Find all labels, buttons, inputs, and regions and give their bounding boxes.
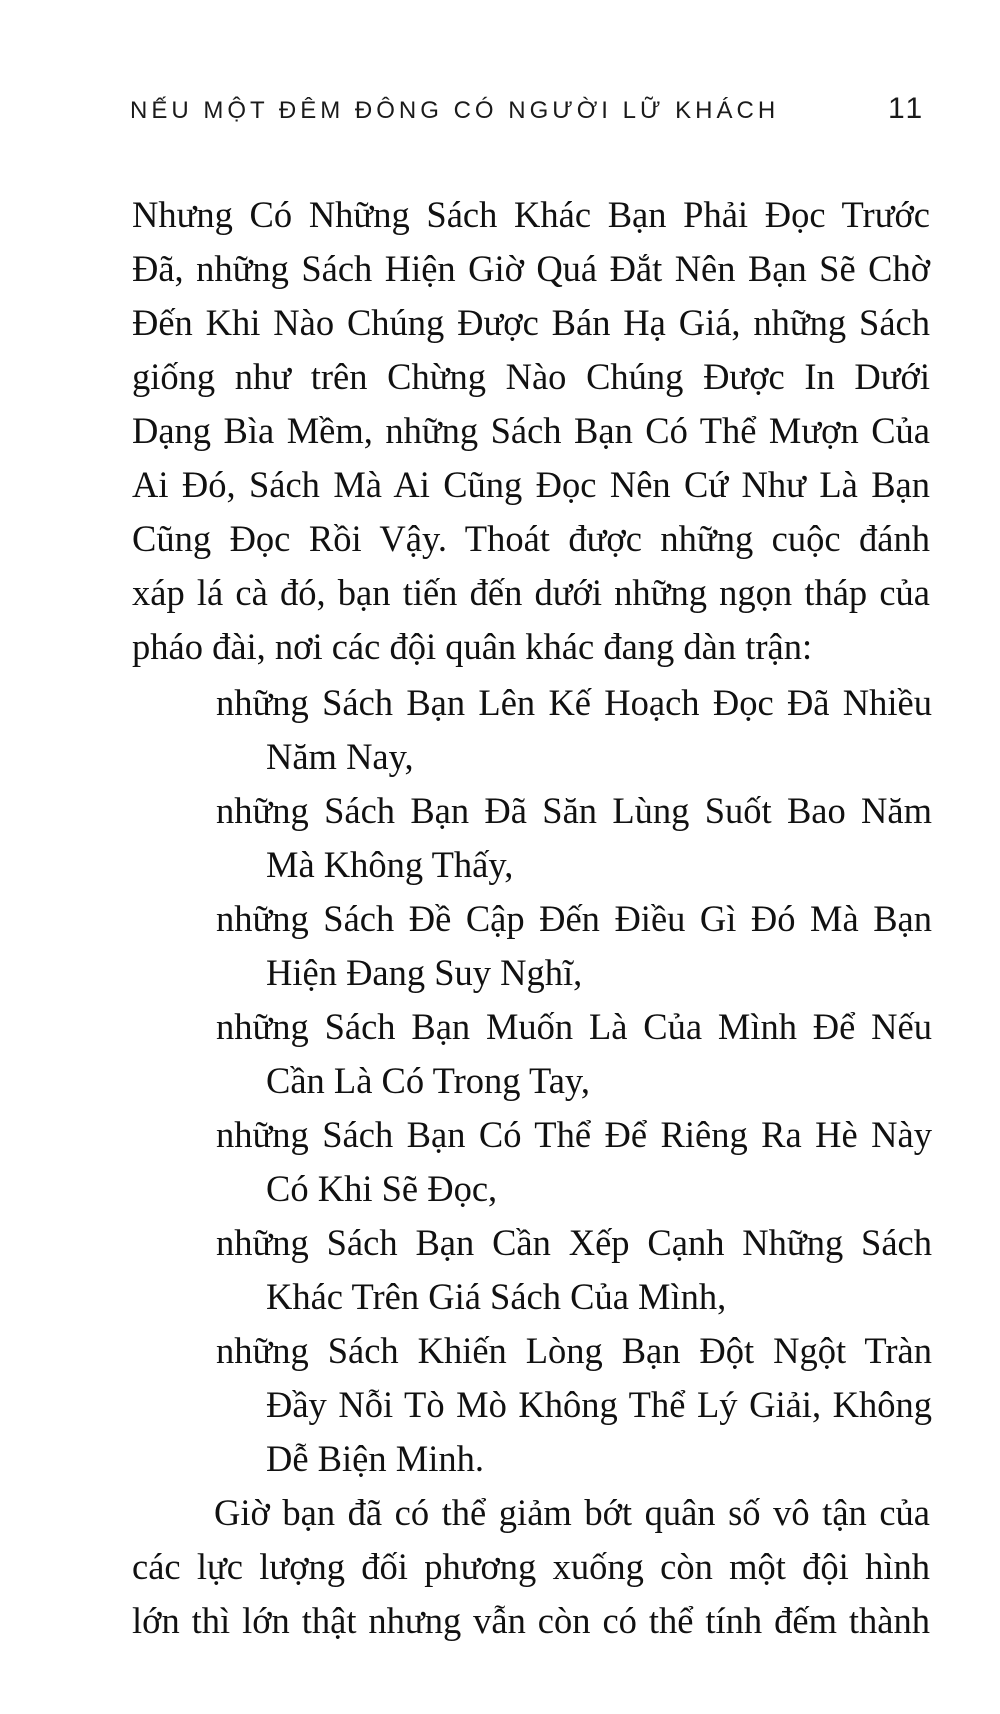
list-item: [216, 1324, 932, 1486]
text-line: giống như trên Chừng Nào Chúng Được In Dưới: [132, 356, 930, 397]
list-item-first-line: những Sách Bạn Cần Xếp Cạnh Những Sách: [216, 1222, 932, 1263]
list-item: [216, 676, 932, 784]
text-line: Nhưng Có Những Sách Khác Bạn Phải Đọc Trước: [132, 194, 930, 235]
running-head: NẾU MỘT ĐÊM ĐÔNG CÓ NGƯỜI LỮ KHÁCH: [130, 97, 780, 124]
list-item: [216, 784, 932, 892]
list-item-first-line: những Sách Khiến Lòng Bạn Đột Ngột Tràn: [216, 1330, 932, 1371]
text-line: Cũng Đọc Rồi Vậy. Thoát được những cuộc đánh: [132, 518, 930, 559]
list-item: [216, 1000, 932, 1108]
list-item-continuation: Đầy Nỗi Tò Mò Không Thể Lý Giải, Không: [266, 1384, 932, 1425]
list-item-continuation: Dễ Biện Minh.: [266, 1438, 484, 1479]
list-item-first-line: những Sách Bạn Có Thể Để Riêng Ra Hè Này: [216, 1114, 932, 1155]
paragraph-closing: [132, 1486, 930, 1648]
list-item-continuation: Có Khi Sẽ Đọc,: [266, 1168, 498, 1209]
page-number: 11: [888, 92, 926, 125]
text-line: Đã, những Sách Hiện Giờ Quá Đắt Nên Bạn Sẽ Chờ: [132, 248, 930, 289]
list-item-continuation: Hiện Đang Suy Nghĩ,: [266, 952, 583, 993]
list-item-continuation: Mà Không Thấy,: [266, 844, 514, 885]
text-line: Dạng Bìa Mềm, những Sách Bạn Có Thể Mượn Của: [132, 410, 930, 451]
list-item-first-line: những Sách Đề Cập Đến Điều Gì Đó Mà Bạn: [216, 898, 932, 939]
book-list: [216, 676, 932, 1486]
text-line: pháo đài, nơi các đội quân khác đang dàn trận:: [132, 626, 813, 667]
text-line: các lực lượng đối phương xuống còn một đội hình: [132, 1546, 930, 1587]
list-item: [216, 1216, 932, 1324]
list-item-first-line: những Sách Bạn Đã Săn Lùng Suốt Bao Năm: [216, 790, 932, 831]
text-line: Đến Khi Nào Chúng Được Bán Hạ Giá, những Sách: [132, 302, 930, 343]
list-item-first-line: những Sách Bạn Lên Kế Hoạch Đọc Đã Nhiều: [216, 682, 932, 723]
text-line: Ai Đó, Sách Mà Ai Cũng Đọc Nên Cứ Như Là Bạn: [132, 464, 930, 505]
text-line: xáp lá cà đó, bạn tiến đến dưới những ngọn tháp của: [132, 572, 930, 613]
paragraph-opening: [132, 188, 930, 674]
list-item: [216, 892, 932, 1000]
list-item-first-line: những Sách Bạn Muốn Là Của Mình Để Nếu: [216, 1006, 932, 1047]
text-line: Giờ bạn đã có thể giảm bớt quân số vô tận của: [214, 1492, 930, 1533]
list-item-continuation: Năm Nay,: [266, 736, 414, 777]
list-item-continuation: Khác Trên Giá Sách Của Mình,: [266, 1276, 727, 1317]
text-line: lớn thì lớn thật nhưng vẫn còn có thể tính đếm thành: [132, 1600, 930, 1641]
list-item-continuation: Cần Là Có Trong Tay,: [266, 1060, 590, 1101]
list-item: [216, 1108, 932, 1216]
